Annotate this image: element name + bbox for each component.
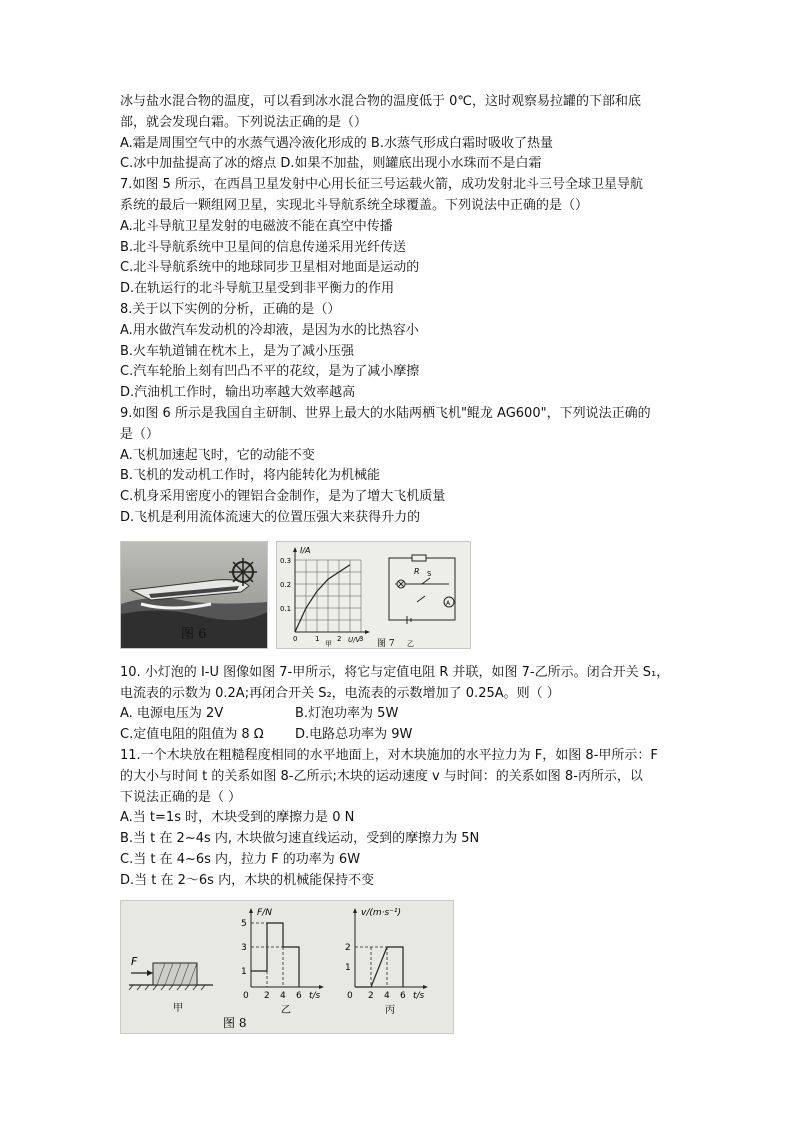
figure-7 bbox=[276, 541, 471, 649]
chart-y-ticks bbox=[280, 557, 291, 613]
q11-option-b: B.当 t 在 2~4s 内, 木块做匀速直线运动，受到的摩擦力为 5N bbox=[120, 831, 480, 847]
q11-option-d: D.当 t 在 2～6s 内，木块的机械能保持不变 bbox=[120, 872, 375, 888]
iu-curve bbox=[295, 565, 350, 632]
figure-8-caption: 图 8 bbox=[223, 1015, 247, 1030]
velocity-xtick-6: 6 bbox=[400, 990, 406, 1001]
q8-option-d: D.汽油机工作时，输出功率越大效率越高 bbox=[120, 385, 356, 401]
resistor-label: R bbox=[414, 566, 420, 576]
figure-6-photo bbox=[120, 541, 268, 649]
force-arrow-icon bbox=[147, 970, 153, 976]
q7-option-c: C.北斗导航系统中的地球同步卫星相对地面是运动的 bbox=[120, 260, 420, 276]
q7-line-2: 系统的最后一颗组网卫星，实现北斗导航系统全球覆盖。下列说法中正确的是（） bbox=[120, 197, 589, 213]
q9-option-c: C.机身采用密度小的锂铝合金制作，是为了增大飞机质量 bbox=[120, 489, 446, 505]
velocity-ytick-2: 2 bbox=[345, 942, 351, 953]
q10-option-c: C.定值电阻的阻值为 8 Ω bbox=[120, 727, 264, 743]
q11-line-3: 下说法正确的是（ ） bbox=[120, 789, 242, 805]
ammeter-icon: A bbox=[446, 599, 451, 607]
chart-ylabel: I/A bbox=[300, 545, 311, 555]
figure-7-sub-yi: 乙 bbox=[407, 639, 414, 648]
q6-option-cd: C.冰中加盐提高了冰的熔点 D.如果不加盐，则罐底出现小水珠而不是白霜 bbox=[120, 156, 542, 172]
q10-option-d: D.电路总功率为 9W bbox=[295, 727, 413, 743]
q10-option-a: A. 电源电压为 2V bbox=[120, 706, 224, 722]
q9-option-b: B.飞机的发动机工作时，将内能转化为机械能 bbox=[120, 468, 381, 484]
velocity-xtick-4: 4 bbox=[384, 990, 390, 1001]
block-diagram bbox=[129, 963, 213, 990]
y-tick-label: 0.1 bbox=[280, 604, 292, 613]
velocity-xlabel: t/s bbox=[413, 990, 425, 1001]
q10-option-ab bbox=[120, 704, 680, 725]
velocity-xtick-2: 2 bbox=[368, 990, 374, 1001]
q7-option-d: D.在轨运行的北斗导航卫星受到非平衡力的作用 bbox=[120, 281, 395, 297]
q9-option-d: D.飞机是利用流体流速大的位置压强大来获得升力的 bbox=[120, 509, 421, 525]
q9-option-a: A.飞机加速起飞时，它的动能不变 bbox=[120, 447, 315, 463]
q8-option-b: B.火车轨道铺在枕木上，是为了减小压强 bbox=[120, 343, 355, 359]
q11-line-2: 的大小与时间 t 的关系如图 8-乙所示;木块的运动速度 v 与时间：的关系如图 8-丙所示，以 bbox=[120, 768, 643, 784]
q9-line-1: 9.如图 6 所示是我国自主研制、世界上最大的水陆两栖飞机"鲲龙 AG600"，下列说法正确的 bbox=[120, 405, 651, 421]
figure-7-caption: 图 7 bbox=[377, 638, 395, 648]
chart-grid bbox=[295, 560, 361, 632]
force-xtick-6: 6 bbox=[296, 990, 302, 1001]
q7-option-b: B.北斗导航系统中卫星间的信息传递采用光纤传送 bbox=[120, 239, 407, 255]
x-axis-arrow-icon bbox=[365, 630, 370, 634]
force-time-graph bbox=[249, 908, 324, 989]
velocity-xtick-0: 0 bbox=[347, 990, 353, 1001]
q6-line-1: 冰与盐水混合物的温度，可以看到冰水混合物的温度低于 0℃，这时观察易拉罐的下部和底 bbox=[120, 94, 642, 109]
velocity-ytick-1: 1 bbox=[345, 962, 351, 973]
figure-6-caption: 图 6 bbox=[181, 626, 207, 642]
force-ytick-3: 3 bbox=[241, 942, 247, 953]
q11-option-c: C.当 t 在 4~6s 内，拉力 F 的功率为 6W bbox=[120, 851, 361, 867]
force-xtick-0: 0 bbox=[243, 990, 249, 1001]
figure-8-sub-yi: 乙 bbox=[281, 1004, 291, 1016]
figure-8 bbox=[120, 900, 454, 1034]
force-xtick-2: 2 bbox=[264, 990, 270, 1001]
figure-8-sub-bing: 丙 bbox=[385, 1004, 395, 1016]
force-graph-ylabel: F/N bbox=[257, 907, 272, 918]
y-axis-arrow-icon bbox=[293, 547, 297, 552]
q11-option-a: A.当 t=1s 时，木块受到的摩擦力是 0 N bbox=[120, 810, 355, 826]
velocity-time-graph bbox=[353, 908, 428, 989]
figure-8-sub-jia: 甲 bbox=[173, 1002, 183, 1014]
x-tick-label: 3 bbox=[359, 634, 364, 643]
q8-option-c: C.汽车轮胎上刻有凹凸不平的花纹，是为了减小摩擦 bbox=[120, 364, 420, 380]
q8-option-a: A.用水做汽车发动机的冷却液，是因为水的比热容小 bbox=[120, 322, 419, 338]
q6-option-ab: A.霜是周围空气中的水蒸气遇冷液化形成的 B.水蒸气形成白霜时吸收了热量 bbox=[120, 135, 553, 151]
y-tick-label: 0.3 bbox=[280, 556, 292, 565]
seaplane-illustration bbox=[121, 542, 267, 648]
velocity-graph-ylabel: v/(m·s⁻¹) bbox=[361, 907, 402, 918]
document-page bbox=[120, 92, 680, 1034]
y-tick-label: 0.2 bbox=[280, 580, 292, 589]
q10-option-b: B.灯泡功率为 5W bbox=[295, 706, 399, 722]
q8-line-1: 8.关于以下实例的分析，正确的是（） bbox=[120, 301, 341, 317]
circuit-diagram bbox=[389, 555, 455, 624]
q10-line-2: 电流表的示数为 0.2A;再闭合开关 S₂，电流表的示数增加了 0.25A。则（ ） bbox=[120, 685, 560, 701]
force-xlabel: t/s bbox=[309, 990, 321, 1001]
figure-7-svg bbox=[277, 542, 470, 648]
x-tick-label: 0 bbox=[293, 634, 298, 643]
figure-8-svg bbox=[121, 901, 453, 1033]
figure-7-sub-jia: 甲 bbox=[325, 639, 332, 648]
force-ytick-1: 1 bbox=[241, 966, 247, 977]
force-ytick-5: 5 bbox=[241, 918, 247, 929]
figure-row-6-7 bbox=[120, 541, 680, 649]
q11-line-1: 11.一个木块放在粗糙程度相同的水平地面上，对木块施加的水平拉力为 F，如图 8-甲所示：F bbox=[120, 747, 658, 763]
x-tick-label: 1 bbox=[315, 634, 320, 643]
q9-line-2: 是（） bbox=[120, 426, 160, 442]
force-label: F bbox=[131, 954, 138, 968]
switch-label: S bbox=[427, 569, 432, 578]
force-xtick-4: 4 bbox=[280, 990, 286, 1001]
q7-option-a: A.北斗导航卫星发射的电磁波不能在真空中传播 bbox=[120, 218, 393, 234]
q7-line-1: 7.如图 5 所示，在西昌卫星发射中心用长征三号运载火箭，成功发射北斗三号全球卫星导航 bbox=[120, 177, 643, 193]
q10-line-1: 10. 小灯泡的 I-U 图像如图 7-甲所示，将它与定值电阻 R 并联，如图 7-乙所示。闭合开关 S₁， bbox=[120, 664, 670, 680]
chart-xlabel: U/V bbox=[348, 635, 361, 644]
x-tick-label: 2 bbox=[337, 634, 342, 643]
q10-option-cd bbox=[120, 725, 680, 746]
q6-line-2: 部，就会发现白霜。下列说法正确的是（） bbox=[120, 114, 368, 130]
